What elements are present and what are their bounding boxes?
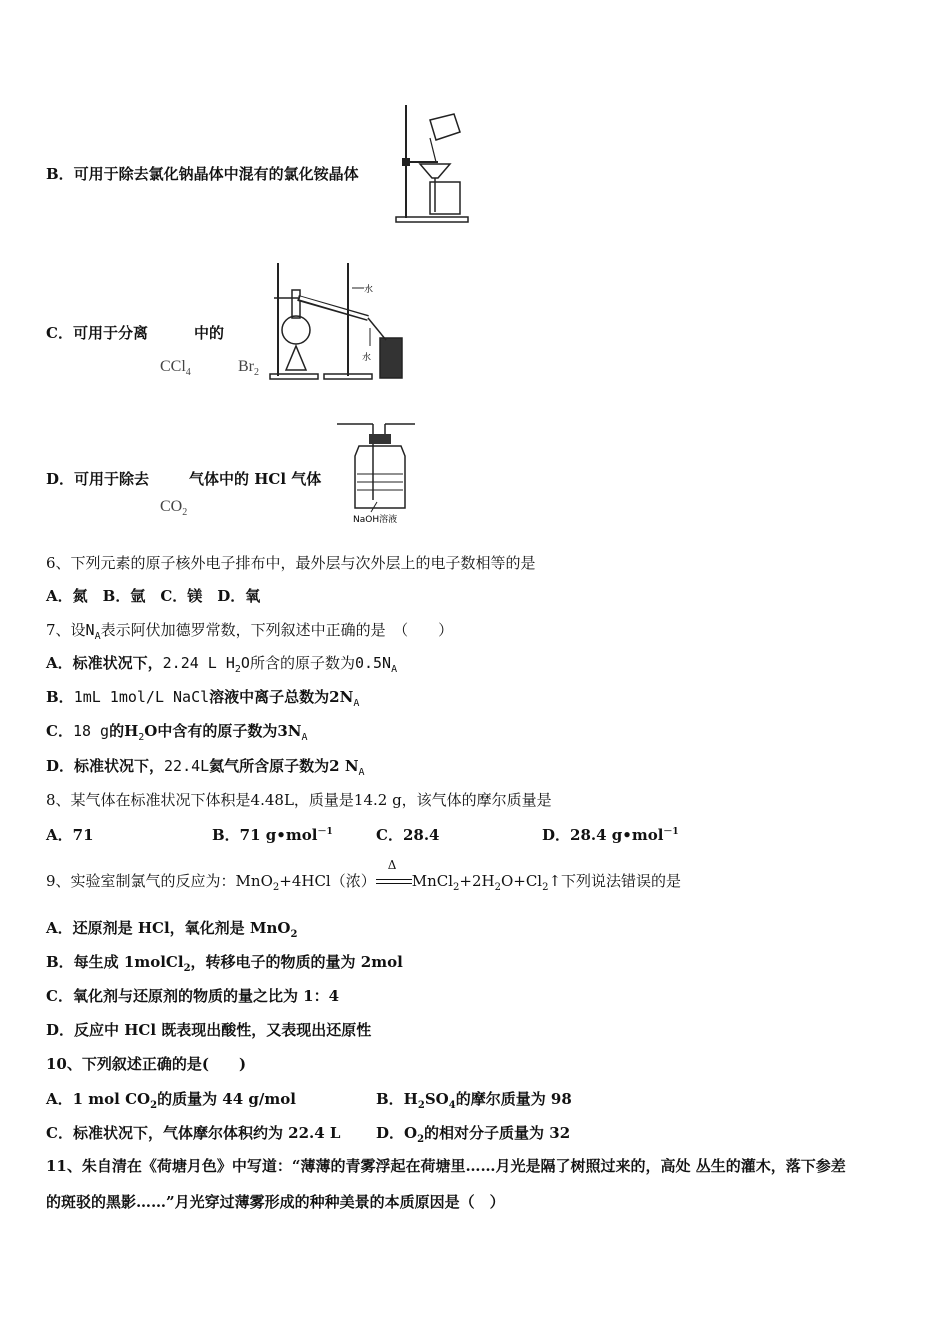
water-top-label: 水	[364, 285, 374, 295]
q8-option-b: B．71 g•mol$^{-1}$	[212, 826, 333, 844]
q11-stem-line1: 11、朱自清在《荷塘月色》中写道：“薄薄的青雾浮起在荷塘里……月光是隔了树照过来的，高处 丛生的灌木，落下参差	[46, 1157, 846, 1175]
distillation-apparatus-figure	[268, 258, 410, 383]
q7-option-b: B．1mL 1mol/L NaCl溶液中离子总数为$2N_A$	[46, 688, 360, 709]
q8-option-a: A．71	[46, 826, 94, 844]
q7-stem: 7、设$N_A$表示阿伏加德罗常数，下列叙述中正确的是 （ ）	[46, 621, 454, 642]
q5-option-d-prefix: D．可用于除去	[46, 470, 150, 488]
q10-option-b: B．$H_2SO_4$的摩尔质量为 98	[376, 1090, 572, 1111]
q5-option-d	[46, 469, 321, 489]
q7-option-d: D．标准状况下，22.4L氦气所含原子数为2 $N_A$	[46, 757, 365, 778]
naoh-solution-label: NaOH溶液	[353, 515, 398, 525]
q5-option-b: B．可用于除去氯化钠晶体中混有的氯化铵晶体	[46, 165, 359, 183]
q5-option-c-prefix: C．可用于分离	[46, 324, 148, 342]
q6-stem: 6、下列元素的原子核外电子排布中，最外层与次外层上的电子数相等的是	[46, 554, 536, 572]
q11-stem-line2: 的斑驳的黑影……”月光穿过薄雾形成的种种美景的本质原因是（ ）	[46, 1193, 505, 1211]
q9-option-a: A．还原剂是 HCl，氧化剂是 MnO$_2$	[46, 919, 298, 940]
q5-option-c	[46, 323, 224, 343]
q9-option-c: C．氧化剂与还原剂的物质的量之比为 1：4	[46, 987, 340, 1005]
q5-option-d-suffix: 气体中的 HCl 气体	[189, 470, 322, 488]
br2-formula: $Br_2$	[238, 358, 259, 379]
q7-option-c: C．18 g的$H_2O$中含有的原子数为$3N_A$	[46, 722, 308, 743]
q8-option-c: C．28.4	[376, 826, 440, 844]
gas-washing-bottle-figure	[335, 416, 420, 526]
q10-option-c: C．标准状况下，气体摩尔体积约为 22.4 L	[46, 1124, 341, 1142]
q9-option-d: D．反应中 HCl 既表现出酸性，又表现出还原性	[46, 1021, 372, 1039]
q8-stem: 8、某气体在标准状况下体积是4.48L，质量是14.2 g，该气体的摩尔质量是	[46, 791, 552, 809]
q10-option-d: D．$O_2$的相对分子质量为 32	[376, 1124, 571, 1145]
funnel-apparatus-figure	[392, 100, 472, 225]
reaction-arrow: Δ	[376, 871, 412, 891]
q6-options: A．氮 B．氩 C．镁 D．氧	[46, 587, 261, 605]
q10-option-a: A．1 mol $CO_2$的质量为 44 g/mol	[46, 1090, 296, 1111]
water-bottom-label: 水	[362, 353, 372, 363]
q10-stem: 10、下列叙述正确的是( )	[46, 1055, 247, 1073]
q9-stem: 9、实验室制氯气的反应为：MnO$_2$+4HCl（浓） Δ $MnCl_2+2H_2O+Cl_2↑$下列说法错误的是	[46, 858, 682, 893]
ccl4-formula: CCl$_4$	[160, 358, 191, 379]
co2-formula: $CO_2$	[160, 498, 188, 519]
q9-option-b: B．每生成 1molCl$_2$，转移电子的物质的量为 2mol	[46, 953, 403, 974]
q7-option-a: A．标准状况下，2.24 L $H_2O$所含的原子数为$0.5N_A$	[46, 654, 398, 675]
q5-option-c-middle: 中的	[193, 324, 224, 342]
q8-option-d: D．28.4 g•mol$^{-1}$	[542, 826, 679, 844]
